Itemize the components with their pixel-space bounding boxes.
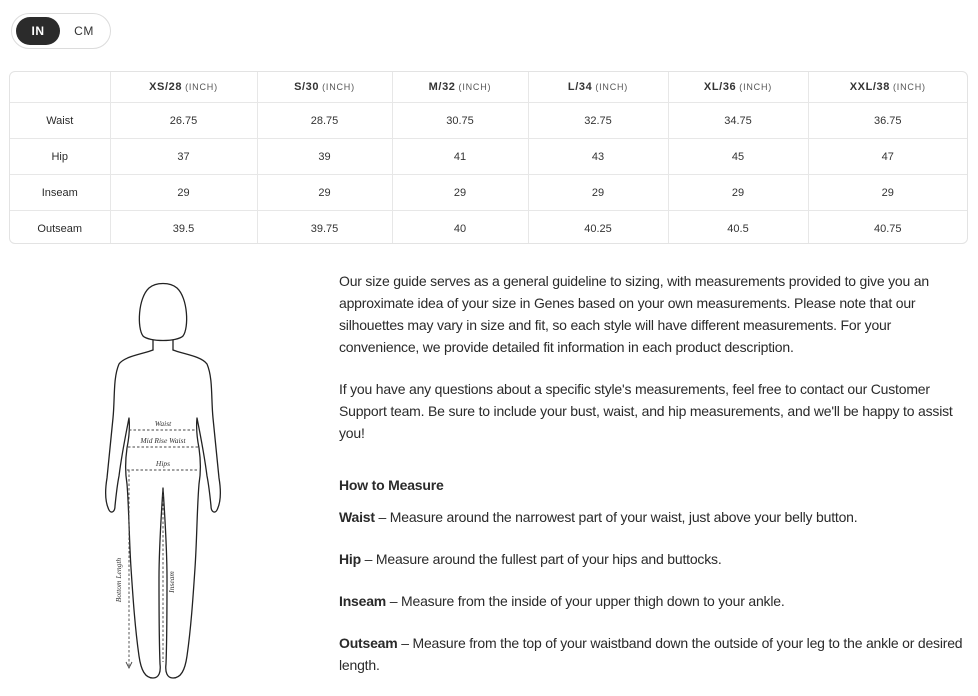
measure-term: Outseam	[339, 635, 398, 651]
column-header: XL/36 (INCH)	[668, 72, 808, 103]
waist-label: Waist	[154, 419, 172, 428]
table-cell: 39.5	[110, 211, 257, 245]
table-cell: 39	[257, 139, 392, 175]
table-cell: 41	[392, 139, 528, 175]
unit-toggle	[11, 13, 111, 49]
table-row	[10, 211, 967, 245]
measure-instruction-outseam	[339, 632, 964, 676]
table-cell: 29	[257, 175, 392, 211]
table-cell: 40.25	[528, 211, 668, 245]
table-header-row	[10, 72, 967, 103]
unit-option-in[interactable]: IN	[16, 17, 60, 45]
measure-instruction-waist	[339, 506, 857, 528]
table-cell: 37	[110, 139, 257, 175]
head-outline	[139, 284, 186, 341]
table-cell: 43	[528, 139, 668, 175]
inseam-label: Inseam	[167, 571, 176, 593]
body-outline-illustration	[63, 278, 263, 688]
table-cell: 40.75	[873, 222, 902, 235]
table-cell: 40	[392, 211, 528, 245]
table-cell: 30.75	[392, 103, 528, 139]
table-cell: 47	[808, 139, 967, 175]
measurement-figure	[63, 278, 263, 688]
table-cell: 45	[668, 139, 808, 175]
table-row	[10, 139, 967, 175]
measure-instruction-inseam	[339, 590, 785, 612]
table-cell: 36.75	[808, 103, 967, 139]
table-corner-cell	[10, 72, 110, 103]
row-label: Inseam	[10, 175, 110, 211]
row-label: Outseam	[10, 211, 110, 245]
measure-desc: – Measure from the top of your waistband down the outside of your leg to the ankle or desired length.	[339, 635, 963, 673]
measure-term: Hip	[339, 551, 361, 567]
size-table-container	[9, 71, 968, 244]
table-cell: 26.75	[110, 103, 257, 139]
how-to-measure-heading: How to Measure	[339, 477, 444, 493]
measure-instruction-hip	[339, 548, 722, 570]
table-cell: 39.75	[257, 211, 392, 245]
table-cell: 32.75	[528, 103, 668, 139]
column-header: XXL/38 (INCH)	[808, 72, 967, 103]
table-cell: 29	[808, 175, 967, 211]
column-header: M/32 (INCH)	[392, 72, 528, 103]
unit-option-cm[interactable]: CM	[74, 24, 94, 38]
size-table	[10, 72, 967, 244]
table-row	[10, 103, 967, 139]
mid-rise-waist-label: Mid Rise Waist	[140, 436, 186, 445]
hips-label: Hips	[155, 459, 171, 468]
column-header: S/30 (INCH)	[257, 72, 392, 103]
bottom-length-label: Bottom Length	[114, 557, 123, 603]
row-label: Waist	[10, 103, 110, 139]
measure-desc: – Measure around the fullest part of your hips and buttocks.	[360, 551, 722, 567]
column-header: L/34 (INCH)	[528, 72, 668, 103]
table-cell: 29	[528, 175, 668, 211]
measure-desc: – Measure from the inside of your upper thigh down to your ankle.	[386, 593, 785, 609]
intro-paragraph: Our size guide serves as a general guideline to sizing, with measurements provided to give you an approximate idea of your size in Genes based on your own measurements. Please note that our silhouettes may vary in size and fit, so each style will have different measurements. For your convenience, we provide detailed fit information in each product description.	[339, 273, 929, 355]
table-cell: 29	[392, 175, 528, 211]
table-cell: 29	[110, 175, 257, 211]
column-header: XS/28 (INCH)	[110, 72, 257, 103]
measure-desc: – Measure around the narrowest part of your waist, just above your belly button.	[374, 509, 858, 525]
table-cell: 28.75	[257, 103, 392, 139]
neck-outline	[153, 340, 173, 350]
table-cell: 34.75	[668, 103, 808, 139]
measure-term: Waist	[339, 509, 375, 525]
table-cell: 40.5	[668, 211, 808, 245]
table-cell: 29	[668, 175, 808, 211]
measure-term: Inseam	[339, 593, 387, 609]
table-row	[10, 175, 967, 211]
row-label: Hip	[10, 139, 110, 175]
contact-paragraph: If you have any questions about a specific style's measurements, feel free to contact our Customer Support team. Be sure to include your bust, waist, and hip measurements, and we'll be happy to assist you!	[339, 381, 953, 441]
